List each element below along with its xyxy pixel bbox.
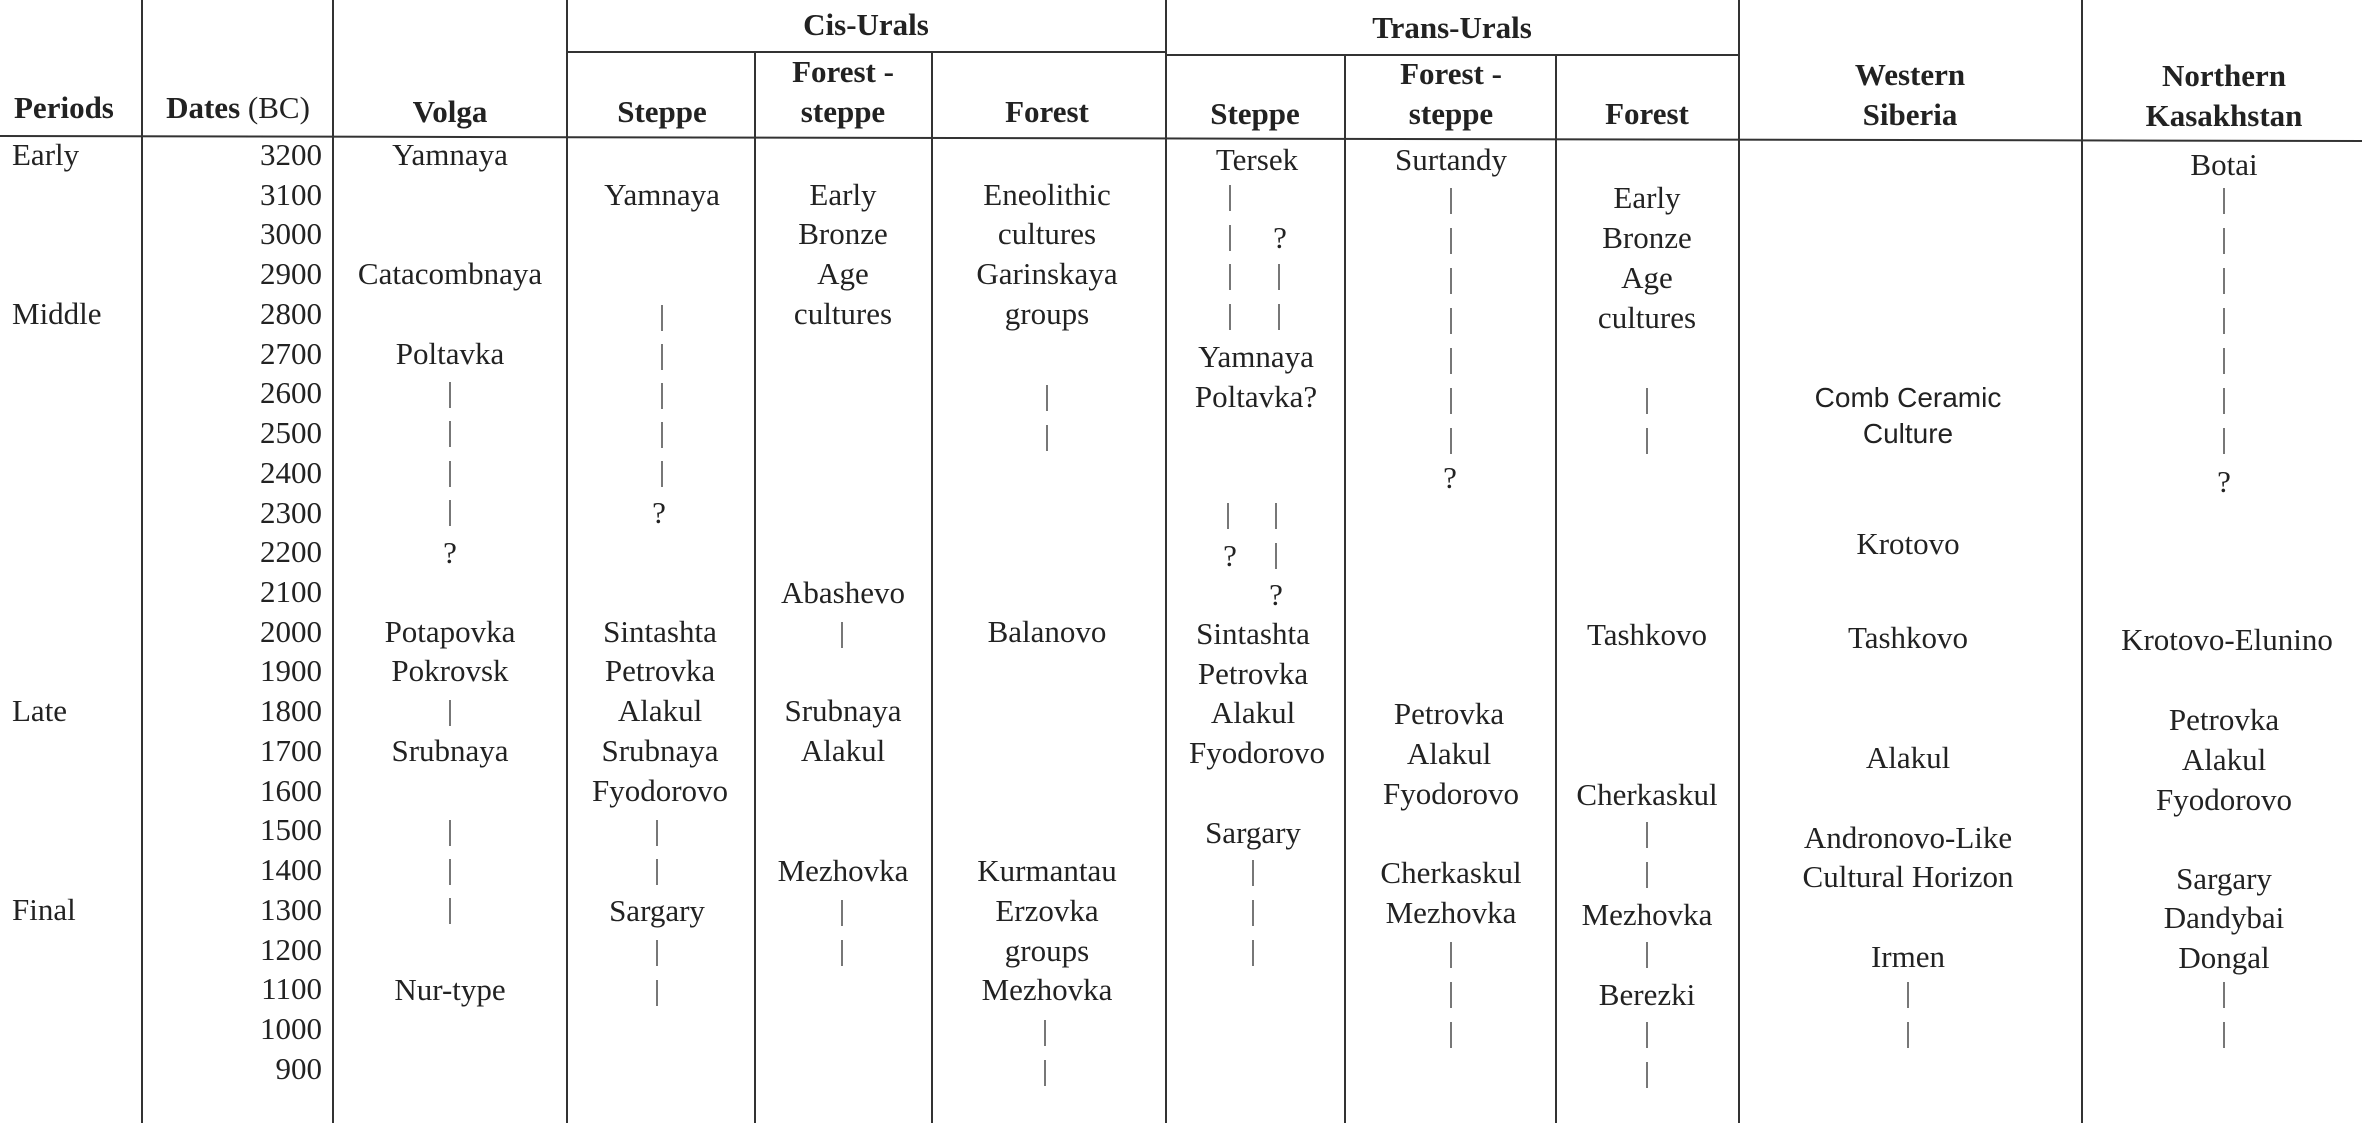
date-2100: 2100 — [260, 574, 322, 609]
north-kz-dongal: Dongal — [2178, 940, 2270, 975]
date-1700: 1700 — [260, 733, 322, 768]
cis-forest-mezhovka: Mezhovka — [981, 972, 1113, 1007]
period-middle: Middle — [12, 296, 102, 331]
cis-forest-text-4: groups — [1004, 296, 1090, 331]
header-trans-forest-steppe — [1400, 54, 1502, 134]
trans-forest-mezhovka: Mezhovka — [1581, 897, 1713, 932]
header-dates-word: Dates — [166, 90, 241, 125]
west-siberia-irmen: Irmen — [1870, 939, 1946, 974]
header-dates — [166, 88, 310, 128]
header-trans-forest-steppe-line1: Forest - — [1400, 56, 1502, 91]
west-siberia-comb-ceramic-2: Culture — [1862, 418, 1954, 449]
north-kz-botai: Botai — [2190, 147, 2258, 182]
header-cis-steppe: Steppe — [617, 94, 707, 129]
north-kz-alakul: Alakul — [2181, 742, 2267, 777]
header-volga: Volga — [412, 94, 488, 129]
header-cis-forest-steppe-line2: steppe — [800, 94, 886, 129]
trans-steppe-question-3: ? — [1269, 577, 1283, 612]
north-kz-krotovo-elunino: Krotovo-Elunino — [2121, 622, 2333, 657]
header-cis-forest: Forest — [1005, 94, 1089, 129]
cis-forest-steppe-abashevo: Abashevo — [781, 575, 905, 610]
date-2200: 2200 — [260, 534, 322, 569]
header-trans-forest-steppe-line2: steppe — [1408, 96, 1494, 131]
header-western-siberia — [1855, 55, 1965, 135]
cis-steppe-question: ? — [652, 495, 666, 530]
cis-steppe-fyodorovo: Fyodorovo — [591, 773, 729, 808]
trans-forest-steppe-mezhovka: Mezhovka — [1385, 895, 1517, 930]
header-western-siberia-line2: Siberia — [1862, 97, 1958, 132]
header-western-siberia-line1: Western — [1854, 57, 1966, 92]
date-2500: 2500 — [260, 415, 322, 450]
date-3000: 3000 — [260, 216, 322, 251]
date-2000: 2000 — [260, 614, 322, 649]
trans-steppe-sintashta: Sintashta — [1196, 616, 1310, 651]
cis-steppe-alakul: Alakul — [617, 693, 703, 728]
trans-forest-berezki: Berezki — [1598, 977, 1696, 1012]
north-kz-question: ? — [2217, 464, 2231, 499]
date-900: 900 — [275, 1051, 322, 1086]
trans-forest-steppe-alakul: Alakul — [1406, 736, 1492, 771]
date-3100: 3100 — [260, 177, 322, 212]
date-1300: 1300 — [260, 892, 322, 927]
trans-steppe-fyodorovo: Fyodorovo — [1188, 735, 1326, 770]
date-2700: 2700 — [260, 336, 322, 371]
cis-forest-balanovo: Balanovo — [987, 614, 1107, 649]
trans-steppe-tersek: Tersek — [1215, 142, 1299, 177]
date-1600: 1600 — [260, 773, 322, 808]
cis-forest-steppe-alakul: Alakul — [800, 733, 886, 768]
date-1800: 1800 — [260, 693, 322, 728]
cis-forest-kurmantau: Kurmantau — [977, 853, 1117, 888]
cis-forest-text-3: Garinskaya — [976, 256, 1118, 291]
trans-steppe-alakul: Alakul — [1210, 695, 1296, 730]
cis-forest-steppe-mezhovka: Mezhovka — [777, 853, 909, 888]
volga-nur-type: Nur-type — [394, 972, 506, 1007]
cis-steppe-sintashta: Sintashta — [603, 614, 717, 649]
header-northern-kazakhstan-line1: Northern — [2162, 58, 2286, 93]
volga-srubnaya: Srubnaya — [391, 733, 509, 768]
volga-poltavka: Poltavka — [395, 336, 505, 371]
header-dates-unit: (BC) — [247, 90, 310, 125]
trans-forest-steppe-petrovka: Petrovka — [1393, 696, 1505, 731]
trans-forest-tashkovo: Tashkovo — [1586, 617, 1708, 652]
date-1100: 1100 — [261, 971, 322, 1006]
cis-forest-steppe-srubnaya: Srubnaya — [784, 693, 902, 728]
trans-forest-steppe-question: ? — [1443, 460, 1457, 495]
trans-steppe-question-1: ? — [1273, 220, 1287, 255]
period-late: Late — [12, 693, 68, 728]
west-siberia-comb-ceramic-1: Comb Ceramic — [1814, 382, 2002, 413]
trans-forest-text-3: Age — [1621, 260, 1673, 295]
west-siberia-tashkovo: Tashkovo — [1847, 620, 1969, 655]
trans-forest-text-1: Early — [1613, 180, 1681, 215]
header-cis-forest-steppe — [792, 52, 894, 132]
volga-yamnaya: Yamnaya — [392, 137, 508, 172]
volga-pokrovsk: Pokrovsk — [391, 653, 509, 688]
date-1400: 1400 — [260, 852, 322, 887]
period-early: Early — [12, 137, 80, 172]
trans-steppe-yamnaya: Yamnaya — [1198, 339, 1314, 374]
cis-forest-steppe-text-3: Age — [817, 256, 869, 291]
header-periods: Periods — [14, 90, 114, 125]
cis-steppe-sargary: Sargary — [609, 893, 705, 928]
north-kz-petrovka: Petrovka — [2168, 702, 2280, 737]
west-siberia-alakul: Alakul — [1865, 740, 1951, 775]
header-trans-urals: Trans-Urals — [1372, 10, 1532, 45]
cis-steppe-yamnaya: Yamnaya — [604, 177, 720, 212]
date-1000: 1000 — [260, 1011, 322, 1046]
header-trans-forest: Forest — [1605, 96, 1689, 131]
trans-steppe-sargary: Sargary — [1205, 815, 1301, 850]
cis-forest-steppe-text-4: cultures — [793, 296, 893, 331]
date-3200: 3200 — [260, 137, 322, 172]
date-2800: 2800 — [260, 296, 322, 331]
cis-forest-text-2: cultures — [997, 216, 1097, 251]
period-final: Final — [12, 892, 76, 927]
cis-forest-text-1: Eneolithic — [983, 177, 1111, 212]
trans-steppe-question-2: ? — [1223, 538, 1237, 573]
trans-forest-text-2: Bronze — [1602, 220, 1692, 255]
date-1200: 1200 — [260, 932, 322, 967]
cis-steppe-petrovka: Petrovka — [604, 653, 716, 688]
trans-forest-steppe-surtandy: Surtandy — [1395, 142, 1507, 177]
north-kz-fyodorovo: Fyodorovo — [2155, 782, 2293, 817]
date-2300: 2300 — [260, 495, 322, 530]
trans-steppe-poltavka: Poltavka? — [1194, 379, 1318, 414]
trans-forest-text-4: cultures — [1597, 300, 1697, 335]
trans-steppe-petrovka: Petrovka — [1197, 656, 1309, 691]
date-2900: 2900 — [260, 256, 322, 291]
date-1900: 1900 — [260, 653, 322, 688]
cis-forest-steppe-text-1: Early — [809, 177, 877, 212]
west-siberia-krotovo: Krotovo — [1856, 526, 1960, 561]
west-siberia-andronovo-2: Cultural Horizon — [1802, 859, 2014, 894]
date-1500: 1500 — [260, 812, 322, 847]
west-siberia-andronovo-1: Andronovo-Like — [1803, 820, 2013, 855]
cis-forest-groups: groups — [1004, 933, 1090, 968]
trans-forest-steppe-cherkaskul: Cherkaskul — [1380, 855, 1522, 890]
cis-steppe-srubnaya: Srubnaya — [601, 733, 719, 768]
header-trans-steppe: Steppe — [1210, 96, 1300, 131]
trans-forest-cherkaskul: Cherkaskul — [1576, 777, 1718, 812]
volga-catacombnaya: Catacombnaya — [357, 256, 543, 291]
header-cis-urals: Cis-Urals — [803, 7, 929, 42]
header-northern-kazakhstan-line2: Kasakhstan — [2145, 98, 2303, 133]
north-kz-dandybai: Dandybai — [2163, 900, 2285, 935]
cis-forest-steppe-text-2: Bronze — [798, 216, 888, 251]
volga-potapovka: Potapovka — [384, 614, 516, 649]
volga-question: ? — [443, 535, 457, 570]
header-northern-kazakhstan — [2146, 56, 2303, 136]
date-2400: 2400 — [260, 455, 322, 490]
cis-forest-erzovka: Erzovka — [995, 893, 1099, 928]
north-kz-sargary: Sargary — [2176, 861, 2272, 896]
date-2600: 2600 — [260, 375, 322, 410]
header-cis-forest-steppe-line1: Forest - — [792, 54, 894, 89]
trans-forest-steppe-fyodorovo: Fyodorovo — [1382, 776, 1520, 811]
